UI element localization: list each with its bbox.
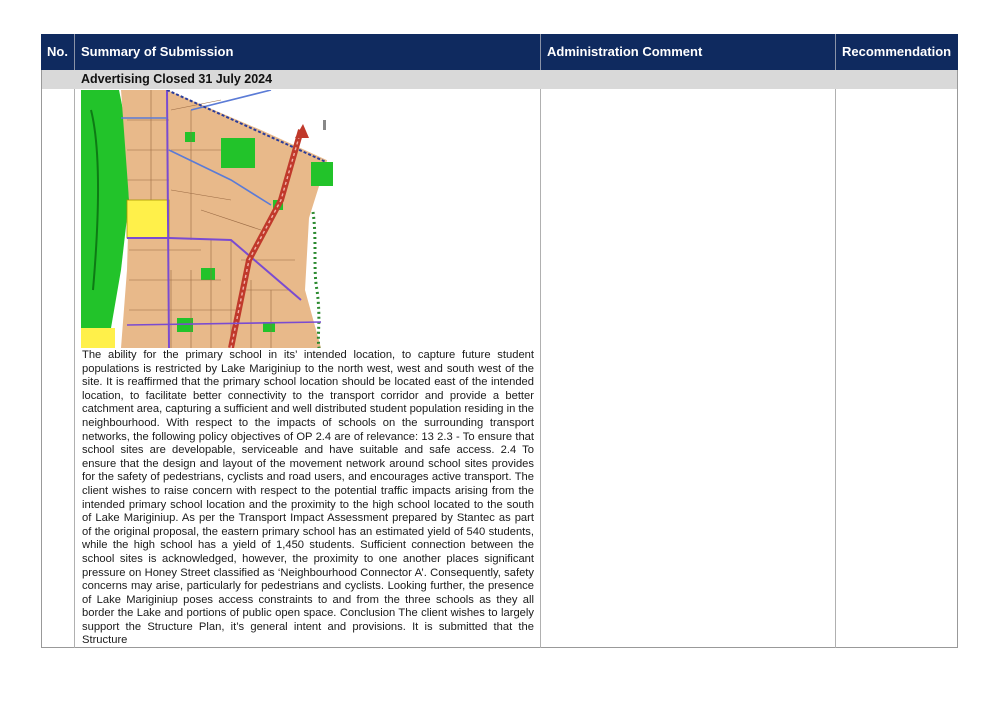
submission-summary-text: The ability for the primary school in its’ intended location, to capture future student populations is restricted by Lake Mariginiup to the north west, west and south west of the site. It is reaffirmed that the primary school location should be located east of the intended location, to facilitate better connectivity to the transport corridor and provide a better catchment area, capturing a sufficient and well distributed student population residing in the neighbourhood. With respect to the impacts of schools on the surrounding transport networks, the following policy objectives of OP 2.4 are of relevance: 13 2.3 - To ensure that school sites are developable, serviceable and have suitable and safe access. 2.4 To ensure that the design and layout of the movement network around school sites provides for the safety of pedestrians, cyclists and road users, and encourages active transport. The client wishes to raise concern with respect to the potential traffic impacts arising from the intended primary school location and the proximity to the high school located to the south of Lake Mariginiup. As per the Transport Impact Assessment prepared by Stantec as part of the original proposal, the eastern primary school has an estimated yield of 540 students, while the high school has a yield of 1,450 students. Sufficient connection between the school sites is acknowledged, however, the proximity to one another places significant pressure on Honey Street classified as ‘Neighbourhood Connector A’. Consequently, safety concerns may arise, particularly for pedestrians and cyclists. Looking further, the presence of Lake Mariginiup poses access constraints to and from the three schools as they all border the Lake and portions of public open space. Conclusion The client wishes to largely support the Structure Plan, it’s general intent and provisions. It is submitted that the Structure	[82, 349, 534, 647]
header-divider	[835, 34, 836, 70]
column-divider	[74, 89, 75, 648]
header-recommendation: Recommendation	[842, 44, 952, 59]
table-header	[41, 34, 958, 70]
header-divider	[540, 34, 541, 70]
structure-plan-map-image	[81, 90, 341, 348]
header-divider	[74, 34, 75, 70]
column-divider	[835, 89, 836, 648]
header-admin-comment: Administration Comment	[547, 44, 703, 59]
header-no: No.	[47, 44, 68, 59]
header-summary: Summary of Submission	[81, 44, 234, 59]
column-divider	[540, 89, 541, 648]
section-title: Advertising Closed 31 July 2024	[81, 72, 273, 86]
